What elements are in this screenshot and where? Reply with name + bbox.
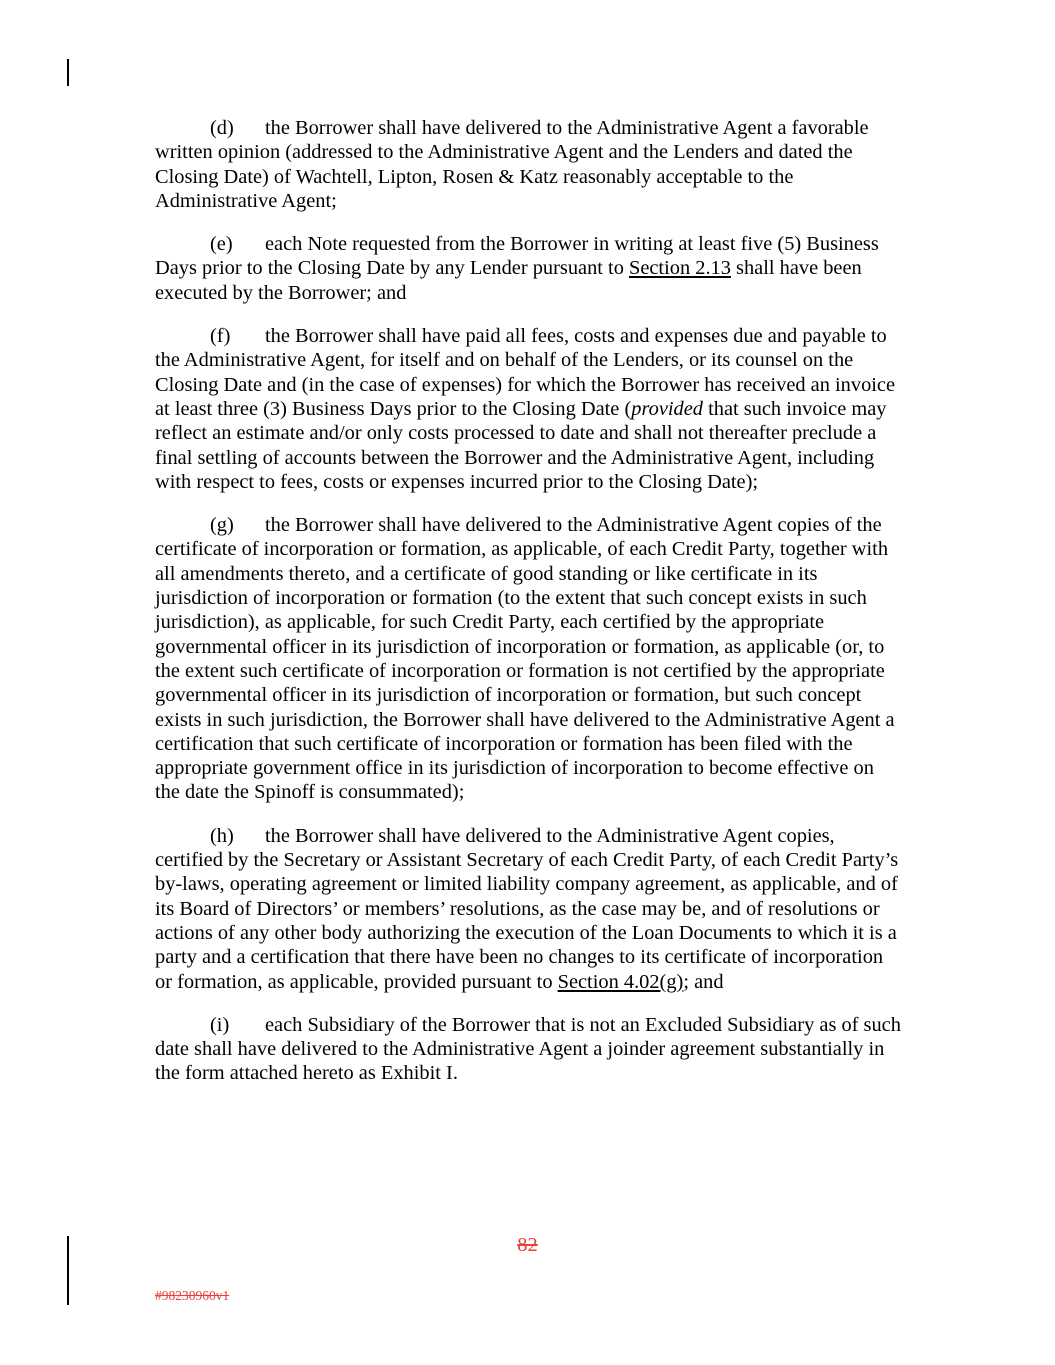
paragraph-label-d: (d) — [210, 117, 234, 139]
change-bar-top — [67, 59, 69, 86]
section-reference: Section 4.02(g) — [557, 970, 684, 993]
paragraph-label-f: (f) — [210, 325, 231, 348]
paragraph-text: the Borrower shall have delivered to the Administrative Agent a favorable written opinion (addressed to the Administrative Agent and the Lenders and dated the Closing Date) of Wachtell, Lipton, Rosen & Katz reasonably acceptable to the Administrative Agent; — [155, 117, 869, 212]
page-number-deleted: 82 — [517, 1234, 538, 1256]
document-body — [155, 116, 903, 1105]
document-id-deleted: #98230960v1 — [155, 1288, 230, 1303]
paragraph-i — [155, 1013, 903, 1086]
paragraph-e — [155, 232, 903, 305]
paragraph-text: each Note requested from the Borrower in writing at least five (5) Business Days prior to the Closing Date by any Lender pursuant to — [155, 233, 879, 280]
paragraph-text: provided — [631, 397, 703, 420]
paragraph-g — [155, 513, 903, 805]
paragraph-d — [155, 116, 903, 213]
paragraph-text: the Borrower shall have paid all fees, costs and expenses due and payable to the Administrative Agent, for itself and on behalf of the Lenders, or its counsel on the Closing Date and (in the case of expenses) for which the Borrower has received an invoice at least three (3) Business Days prior to the Closing Date ( — [155, 325, 896, 420]
paragraph-text: shall have been executed by the Borrower; and — [155, 257, 862, 304]
paragraph-text: the Borrower shall have delivered to the Administrative Agent copies, certified by the Secretary or Assistant Secretary of each Credit Party, of each Credit Party’s by-laws, operating agreement or limited liability company agreement, as applicable, and of its Board of Directors’ or members’ resolutions, as the case may be, and of resolutions or actions of any other body authorizing the execution of the Loan Documents to which it is a party and a certification that there have been no changes to its certificate of incorporation or formation, as applicable, provided pursuant to — [155, 824, 899, 993]
paragraph-label-i: (i) — [210, 1013, 230, 1036]
section-reference: Section 2.13 — [628, 257, 731, 280]
paragraph-label-e: (e) — [210, 233, 233, 256]
paragraph-label-g: (g) — [210, 514, 234, 537]
paragraph-label-h: (h) — [210, 824, 234, 847]
paragraph-f — [155, 324, 903, 494]
paragraph-text: the Borrower shall have delivered to the Administrative Agent copies of the certificate of incorporation or formation, as applicable, of each Credit Party, together with all amendments thereto, and a certificate of good standing or like certificate in its jurisdiction of incorporation or formation (to the extent that such concept exists in such jurisdiction), as applicable, for such Credit Party, each certified by the appropriate governmental officer in its jurisdiction of incorporation or formation, as applicable (or, to the extent such certificate of incorporation or formation is not certified by the appropriate governmental officer in its jurisdiction of incorporation or formation, but such concept exists in such jurisdiction, the Borrower shall have delivered to the Administrative Agent a certification that such certificate of incorporation or formation has been filed with the appropriate government office in its jurisdiction of incorporation to become effective on the date the Spinoff is consummated); — [155, 514, 895, 804]
paragraph-h — [155, 824, 903, 994]
paragraph-text: ; and — [683, 970, 724, 993]
paragraph-text: that such invoice may reflect an estimate and/or only costs processed to date and shall not thereafter preclude a final settling of accounts between the Borrower and the Administrative Agent, including with respect to fees, costs or expenses incurred prior to the Closing Date); — [155, 397, 887, 493]
paragraph-text: each Subsidiary of the Borrower that is not an Excluded Subsidiary as of such date shall have delivered to the Administrative Agent a joinder agreement substantially in the form attached hereto as Exhibit I. — [155, 1013, 901, 1085]
